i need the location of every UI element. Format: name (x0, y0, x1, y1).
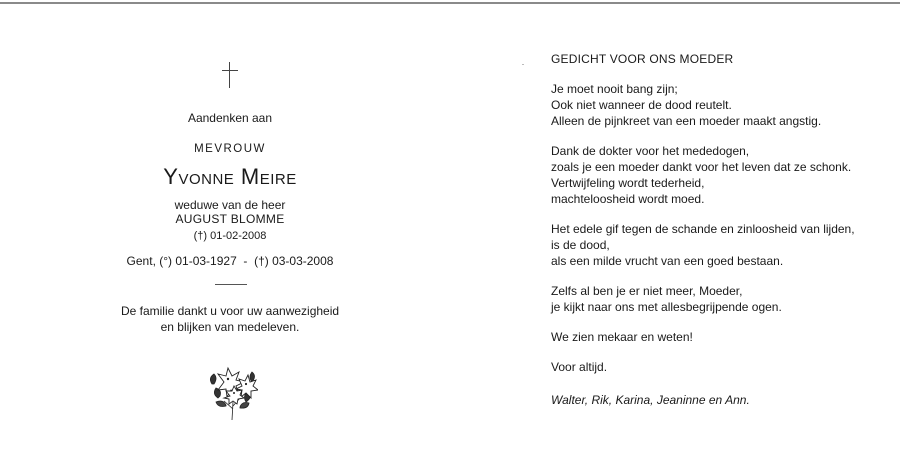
in-memory-label: Aandenken aan (187, 111, 273, 125)
poem-line: is de dood, (551, 238, 610, 252)
divider-line (215, 284, 247, 285)
birth-death-dates: Gent, (°) 01-03-1927 - (†) 03-03-2008 (126, 254, 334, 268)
husband-death-date: (†) 01-02-2008 (193, 230, 267, 242)
memorial-card-front (20, 0, 440, 449)
poem-signature: Walter, Rik, Karina, Jeaninne en Ann. (551, 393, 750, 407)
poem-line: We zien mekaar en weten! (551, 330, 693, 344)
widow-of-label: weduwe van de heer (174, 198, 286, 212)
thanks-line-1: De familie dankt u voor uw aanwezigheid (120, 304, 340, 318)
poem-line: Ook niet wanneer de dood reutelt. (551, 98, 732, 112)
poem-line: zoals je een moeder dankt voor het leven dat ze schonk. (551, 160, 852, 174)
fold-mark (522, 64, 524, 65)
thanks-line-2: en blijken van medeleven. (160, 320, 300, 334)
deceased-name: Yvonne Meire (163, 164, 297, 189)
honorific-title: MEVROUW (194, 143, 266, 155)
poem-line: Je moet nooit bang zijn; (551, 82, 678, 96)
husband-name: AUGUST BLOMME (175, 212, 285, 226)
cross-icon (222, 62, 238, 88)
poem-line: Zelfs al ben je er niet meer, Moeder, (551, 284, 743, 298)
flower-bouquet-icon (206, 362, 258, 420)
poem-panel (551, 0, 891, 449)
poem-line: machteloosheid wordt moed. (551, 192, 705, 206)
poem-line: je kijkt naar ons met allesbegrijpende ogen. (551, 300, 782, 314)
poem-line: Alleen de pijnkreet van een moeder maakt angstig. (551, 114, 822, 128)
poem-line: Dank de dokter voor het mededogen, (551, 144, 750, 158)
poem-line: als een milde vrucht van een goed bestaan. (551, 254, 784, 268)
poem-line: Voor altijd. (551, 360, 608, 374)
poem-line: Het edele gif tegen de schande en zinloosheid van lijden, (551, 222, 855, 236)
poem-title: GEDICHT VOOR ONS MOEDER (551, 52, 734, 66)
poem-line: Vertwijfeling wordt tederheid, (551, 176, 705, 190)
